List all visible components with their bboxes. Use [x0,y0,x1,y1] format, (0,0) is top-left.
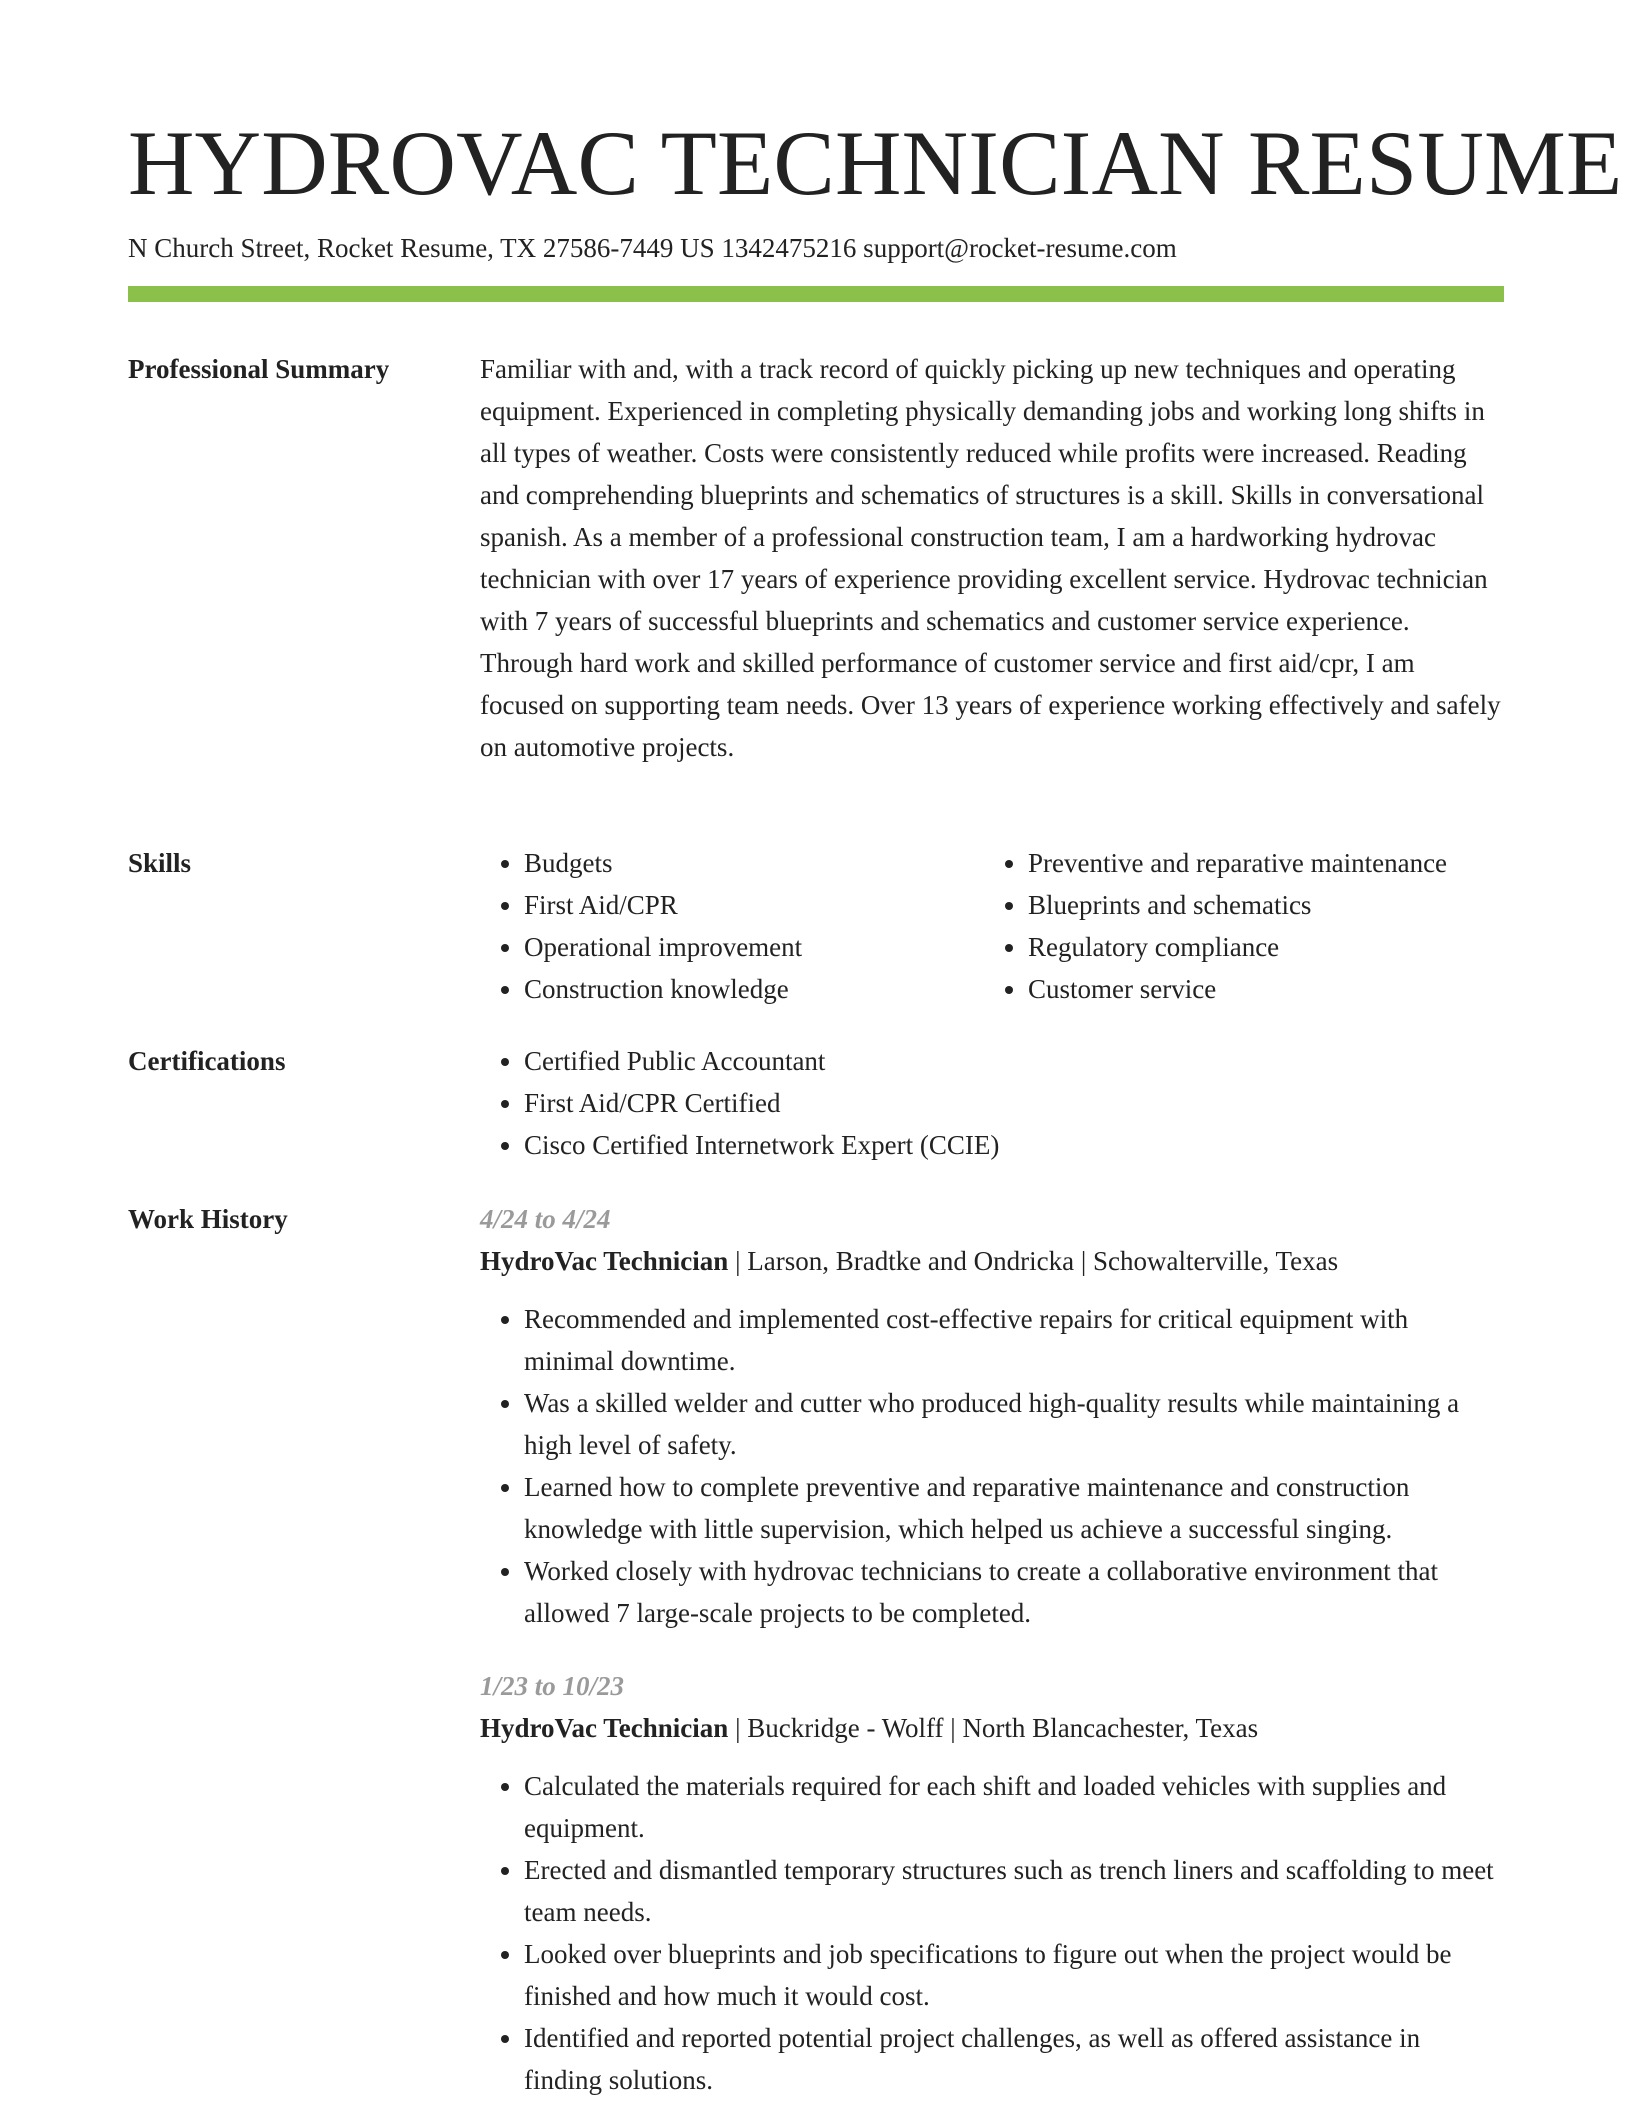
skills-list-left [480,842,984,1010]
skills-columns [480,842,1504,1010]
job-company: Larson, Bradtke and Ondricka [747,1246,1075,1276]
job-separator: | [1074,1246,1094,1276]
job-separator: | [728,1246,748,1276]
job-bullet: • Looked over blueprints and job specifications to figure out when the project would be finished and how much it would cost. [524,1933,1504,2017]
skill-item: • Construction knowledge [524,968,984,1010]
section-label-summary: Professional Summary [128,354,390,384]
header-divider [128,286,1504,302]
skills-body [480,842,1504,1010]
section-label-skills: Skills [128,848,192,878]
job-location: Schowalterville, Texas [1093,1246,1339,1276]
job-dates: 1/23 to 10/23 [480,1671,625,1701]
job-dates: 4/24 to 4/24 [480,1204,611,1234]
skills-column-left [480,842,984,1010]
certification-item: • First Aid/CPR Certified [524,1082,1504,1124]
skill-item: • Operational improvement [524,926,984,968]
job-heading [480,1240,1504,1282]
summary-text: Familiar with and, with a track record of quickly picking up new techniques and operating equipment. Experienced in completing physically demanding jobs and working long shifts in all types of weather. Costs were consistently reduced while profits were increased. Reading and comprehending blueprints and schematics of structures is a skill. Skills in conversational spanish. As a member of a professional construction team, I am a hardworking hydrovac technician with over 17 years of experience providing excellent service. Hydrovac technician with 7 years of successful blueprints and schematics and customer service experience. Through hard work and skilled performance of customer service and first aid/cpr, I am focused on supporting team needs. Over 13 years of experience working effectively and safely on automotive projects. [480,354,1501,762]
job-bullet: • Calculated the materials required for each shift and loaded vehicles with supplies and equipment. [524,1765,1504,1849]
certifications-body [480,1040,1504,1166]
work-history-body [480,1198,1504,2101]
job-company: Buckridge - Wolff [747,1713,944,1743]
resume-title: HYDROVAC TECHNICIAN RESUME [128,112,1623,214]
skills-list-right [984,842,1488,1010]
certifications-list [480,1040,1504,1166]
summary-body [480,348,1504,768]
job-location: North Blancachester, Texas [962,1713,1259,1743]
certification-item: • Cisco Certified Internetwork Expert (CCIE) [524,1124,1504,1166]
skill-item: • Preventive and reparative maintenance [1028,842,1488,884]
job-separator: | [728,1713,748,1743]
job-heading [480,1707,1504,1749]
skill-item: • Budgets [524,842,984,884]
job-bullet: • Worked closely with hydrovac technicians to create a collaborative environment that allowed 7 large-scale projects to be completed. [524,1550,1504,1634]
contact-line: N Church Street, Rocket Resume, TX 27586-7449 US 1342475216 support@rocket-resume.com [128,233,1177,263]
job-bullet: • Identified and reported potential project challenges, as well as offered assistance in finding solutions. [524,2017,1504,2101]
job-bullet: • Learned how to complete preventive and reparative maintenance and construction knowledge with little supervision, which helped us achieve a successful singing. [524,1466,1504,1550]
skill-item: • First Aid/CPR [524,884,984,926]
job-separator: | [943,1713,963,1743]
skill-item: • Customer service [1028,968,1488,1010]
certification-item: • Certified Public Accountant [524,1040,1504,1082]
job-bullets [480,1765,1504,2101]
section-label-work-history: Work History [128,1204,288,1234]
skill-item: • Blueprints and schematics [1028,884,1488,926]
skill-item: • Regulatory compliance [1028,926,1488,968]
job-bullet: • Erected and dismantled temporary structures such as trench liners and scaffolding to meet team needs. [524,1849,1504,1933]
job-entry [480,1198,1504,1634]
job-bullet: • Recommended and implemented cost-effective repairs for critical equipment with minimal downtime. [524,1298,1504,1382]
job-bullet: • Was a skilled welder and cutter who produced high-quality results while maintaining a high level of safety. [524,1382,1504,1466]
job-entry [480,1665,1504,2101]
skills-column-right [984,842,1488,1010]
job-title: HydroVac Technician [480,1246,729,1276]
section-label-certifications: Certifications [128,1046,286,1076]
job-bullets [480,1298,1504,1634]
job-title: HydroVac Technician [480,1713,729,1743]
